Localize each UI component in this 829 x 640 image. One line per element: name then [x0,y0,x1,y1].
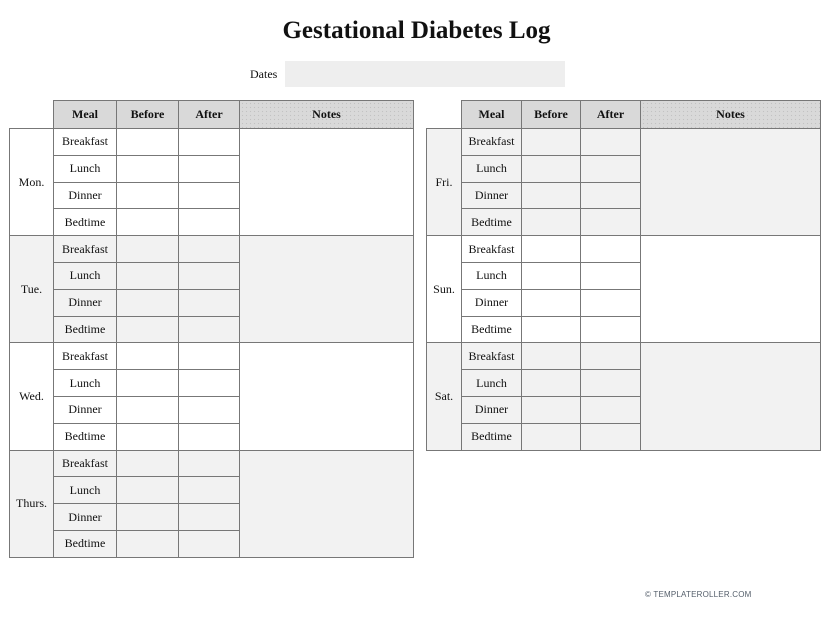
footer-credit: © TEMPLATEROLLER.COM [645,590,752,599]
table-corner [427,101,462,129]
meal-label: Dinner [462,396,522,423]
after-reading-cell[interactable] [581,236,641,263]
before-reading-cell[interactable] [117,289,179,316]
day-label: Thurs. [10,450,54,557]
after-reading-cell[interactable] [179,182,240,209]
after-reading-cell[interactable] [581,316,641,343]
after-reading-cell[interactable] [581,262,641,289]
column-header-before: Before [117,101,179,129]
meal-label: Breakfast [54,236,117,263]
after-reading-cell[interactable] [179,450,240,477]
meal-label: Lunch [54,155,117,182]
before-reading-cell[interactable] [117,370,179,397]
before-reading-cell[interactable] [117,236,179,263]
before-reading-cell[interactable] [117,504,179,531]
before-reading-cell[interactable] [522,262,581,289]
before-reading-cell[interactable] [117,396,179,423]
after-reading-cell[interactable] [581,182,641,209]
notes-cell[interactable] [641,129,821,236]
column-header-meal: Meal [462,101,522,129]
day-label: Tue. [10,236,54,343]
meal-label: Bedtime [462,209,522,236]
table-row [10,450,414,477]
after-reading-cell[interactable] [179,343,240,370]
after-reading-cell[interactable] [179,155,240,182]
column-header-after: After [179,101,240,129]
meal-label: Bedtime [54,423,117,450]
meal-label: Lunch [54,477,117,504]
day-label: Sun. [427,236,462,343]
table-row [427,236,821,263]
after-reading-cell[interactable] [179,423,240,450]
after-reading-cell[interactable] [581,289,641,316]
notes-cell[interactable] [240,450,414,557]
after-reading-cell[interactable] [179,209,240,236]
table-row [10,343,414,370]
before-reading-cell[interactable] [522,396,581,423]
before-reading-cell[interactable] [522,155,581,182]
after-reading-cell[interactable] [179,504,240,531]
before-reading-cell[interactable] [117,129,179,156]
after-reading-cell[interactable] [581,423,641,450]
day-label: Wed. [10,343,54,450]
log-table-right [426,100,821,451]
before-reading-cell[interactable] [522,129,581,156]
day-label: Mon. [10,129,54,236]
before-reading-cell[interactable] [522,423,581,450]
after-reading-cell[interactable] [179,129,240,156]
meal-label: Bedtime [54,316,117,343]
column-header-notes: Notes [240,101,414,129]
before-reading-cell[interactable] [522,343,581,370]
before-reading-cell[interactable] [117,530,179,557]
column-header-meal: Meal [54,101,117,129]
notes-cell[interactable] [240,236,414,343]
meal-label: Breakfast [54,129,117,156]
column-header-notes: Notes [641,101,821,129]
table-row [10,129,414,156]
notes-cell[interactable] [641,343,821,450]
meal-label: Dinner [462,182,522,209]
before-reading-cell[interactable] [117,477,179,504]
notes-cell[interactable] [240,129,414,236]
table-row [427,129,821,156]
after-reading-cell[interactable] [179,316,240,343]
after-reading-cell[interactable] [581,396,641,423]
day-label: Fri. [427,129,462,236]
after-reading-cell[interactable] [581,209,641,236]
meal-label: Breakfast [462,236,522,263]
after-reading-cell[interactable] [179,477,240,504]
meal-label: Dinner [462,289,522,316]
table-row [10,236,414,263]
after-reading-cell[interactable] [179,396,240,423]
after-reading-cell[interactable] [581,129,641,156]
after-reading-cell[interactable] [581,155,641,182]
meal-label: Lunch [462,370,522,397]
before-reading-cell[interactable] [117,450,179,477]
meal-label: Breakfast [462,129,522,156]
meal-label: Dinner [54,504,117,531]
after-reading-cell[interactable] [179,289,240,316]
meal-label: Bedtime [462,316,522,343]
before-reading-cell[interactable] [522,289,581,316]
after-reading-cell[interactable] [581,370,641,397]
before-reading-cell[interactable] [117,182,179,209]
before-reading-cell[interactable] [522,209,581,236]
table-corner [10,101,54,129]
meal-label: Breakfast [54,450,117,477]
after-reading-cell[interactable] [179,530,240,557]
meal-label: Bedtime [462,423,522,450]
after-reading-cell[interactable] [179,262,240,289]
meal-label: Dinner [54,182,117,209]
meal-label: Dinner [54,289,117,316]
table-row [427,343,821,370]
meal-label: Breakfast [462,343,522,370]
dates-label: Dates [250,67,278,81]
before-reading-cell[interactable] [522,182,581,209]
notes-cell[interactable] [240,343,414,450]
meal-label: Lunch [54,262,117,289]
before-reading-cell[interactable] [117,262,179,289]
before-reading-cell[interactable] [117,423,179,450]
after-reading-cell[interactable] [179,370,240,397]
before-reading-cell[interactable] [522,316,581,343]
page-title: Gestational Diabetes Log [282,17,551,44]
meal-label: Lunch [462,155,522,182]
before-reading-cell[interactable] [117,316,179,343]
meal-label: Bedtime [54,209,117,236]
meal-label: Bedtime [54,530,117,557]
before-reading-cell[interactable] [117,343,179,370]
meal-label: Breakfast [54,343,117,370]
log-table-left [9,100,414,558]
before-reading-cell[interactable] [117,155,179,182]
column-header-before: Before [522,101,581,129]
dates-input[interactable] [285,61,565,87]
meal-label: Dinner [54,396,117,423]
meal-label: Lunch [54,370,117,397]
after-reading-cell[interactable] [179,236,240,263]
notes-cell[interactable] [641,236,821,343]
meal-label: Lunch [462,262,522,289]
before-reading-cell[interactable] [522,370,581,397]
day-label: Sat. [427,343,462,450]
column-header-after: After [581,101,641,129]
before-reading-cell[interactable] [117,209,179,236]
before-reading-cell[interactable] [522,236,581,263]
after-reading-cell[interactable] [581,343,641,370]
